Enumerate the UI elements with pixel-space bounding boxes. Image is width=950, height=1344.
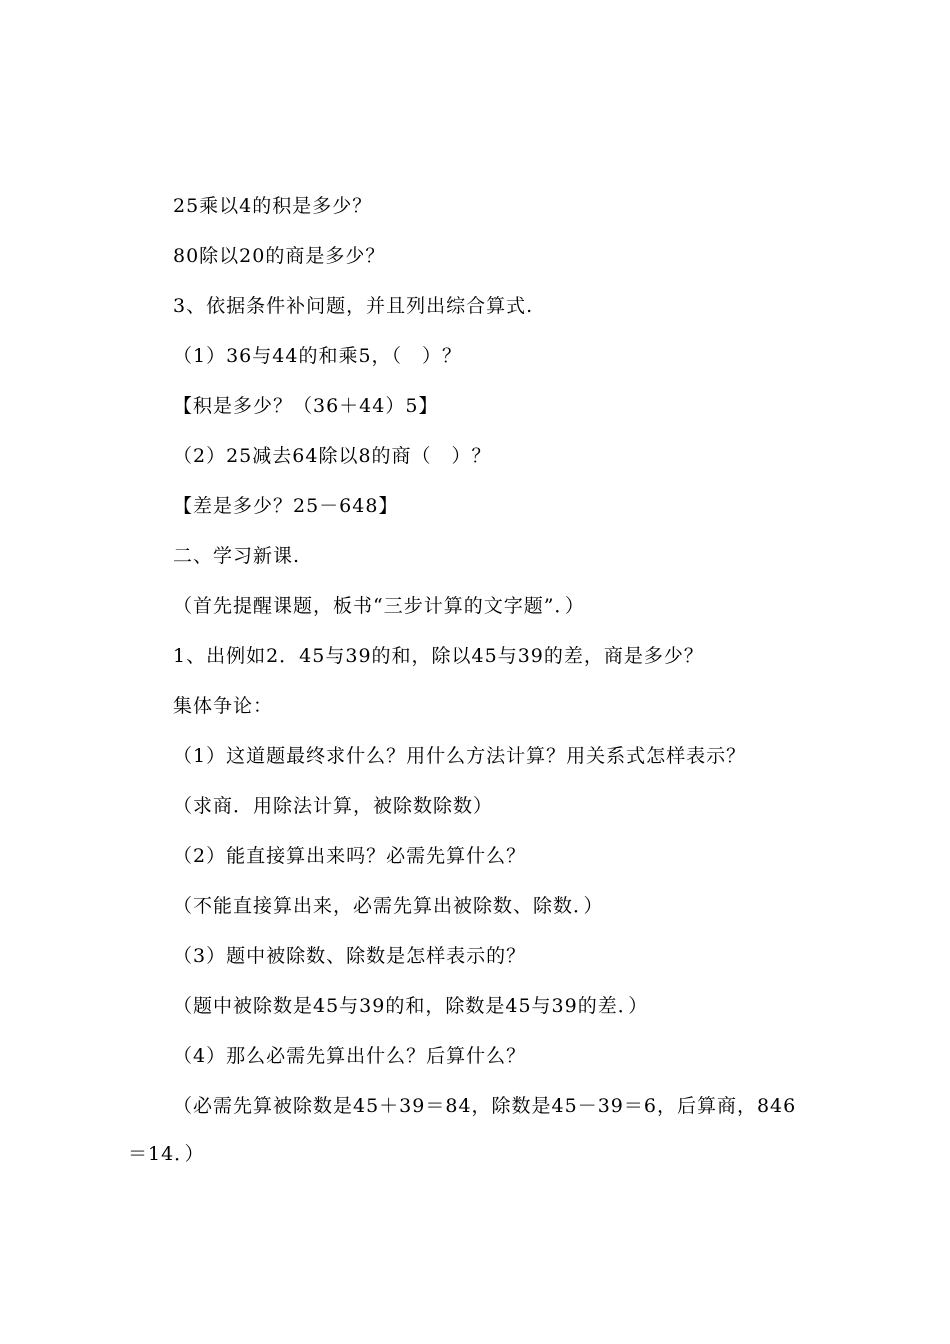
text-line: 集体争论： <box>173 695 274 717</box>
text-line: （不能直接算出来，必需先算出被除数、除数．） <box>173 895 604 917</box>
text-line: （求商．用除法计算，被除数除数） <box>173 795 494 817</box>
text-line: （必需先算被除数是45＋39＝84，除数是45－39＝6，后算商，846 <box>173 1095 797 1117</box>
text-line: 【差是多少？25－648】 <box>173 495 399 517</box>
section-heading: 二、学习新课. <box>173 545 301 567</box>
text-line: （1）36与44的和乘5，（ ）？ <box>173 345 463 367</box>
text-line: （3）题中被除数、除数是怎样表示的？ <box>173 945 527 967</box>
text-line: （4）那么必需先算出什么？后算什么？ <box>173 1045 527 1067</box>
text-line: 1、出例如2．45与39的和，除以45与39的差，商是多少？ <box>173 645 704 667</box>
text-line: （首先提醒课题，板书“三步计算的文字题”．） <box>173 595 585 617</box>
text-line: 3、依据条件补问题，并且列出综合算式. <box>173 295 534 317</box>
text-line: （2）25减去64除以8的商（ ）？ <box>173 445 492 467</box>
text-line: 25乘以4的积是多少？ <box>173 195 373 217</box>
text-line-continuation: ＝14．） <box>128 1143 205 1165</box>
text-line: 80除以20的商是多少？ <box>173 245 386 267</box>
text-line: （1）这道题最终求什么？用什么方法计算？用关系式怎样表示？ <box>173 745 747 767</box>
text-line: 【积是多少？（36＋44）5】 <box>173 395 439 417</box>
text-line: （题中被除数是45与39的和，除数是45与39的差．） <box>173 995 649 1017</box>
text-line: （2）能直接算出来吗？必需先算什么？ <box>173 845 527 867</box>
